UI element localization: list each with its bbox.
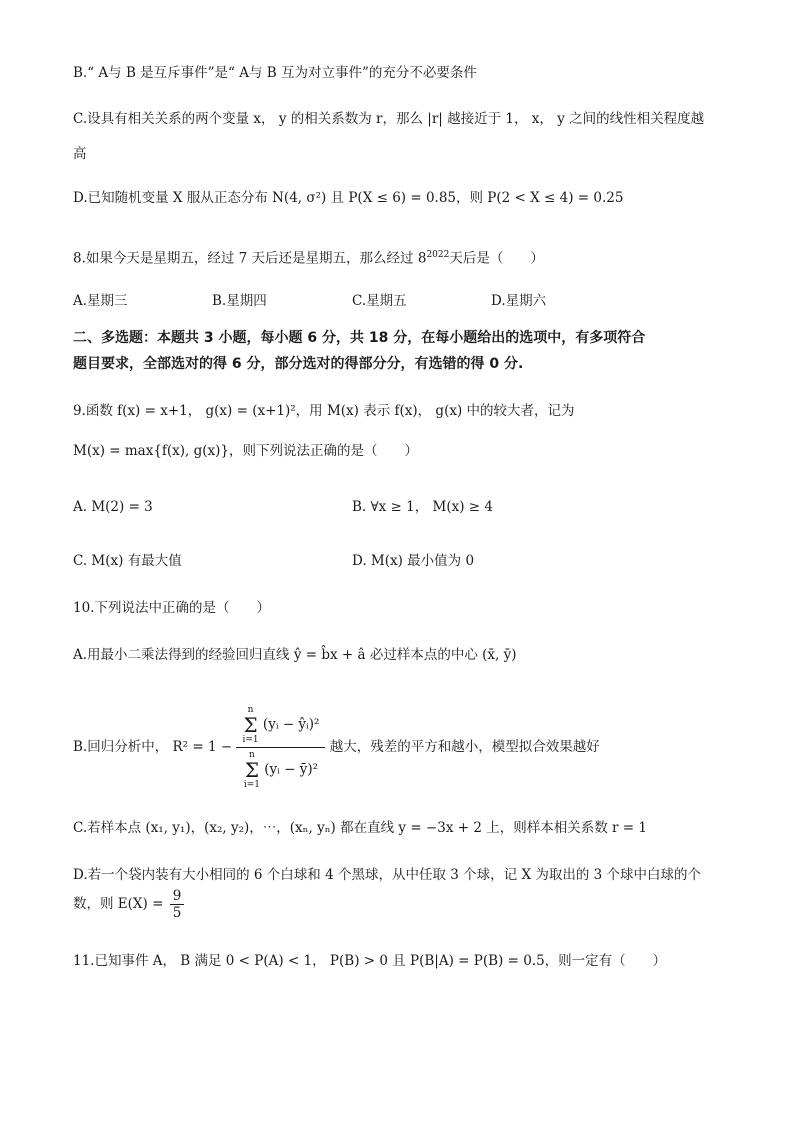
q10-option-c: C.若样本点 (x₁, y₁)，(x₂, y₂)，⋯，(xₙ, yₙ) 都在直线 y = −3x + 2 上，则样本相关系数 r = 1 <box>73 820 647 836</box>
q10-option-b <box>73 703 600 792</box>
denominator-term: (yᵢ − ȳ)² <box>264 761 319 778</box>
q9-stem-line1: 9.函数 f(x) = x+1， g(x) = (x+1)²，用 M(x) 表示 f(x)， g(x) 中的较大者，记为 <box>73 403 575 419</box>
numerator-term: (yᵢ − ŷᵢ)² <box>262 716 320 733</box>
q7-option-c-line1: C.设具有相关关系的两个变量 x， y 的相关系数为 r，那么 |r| 越接近于 1， x， y 之间的线性相关程度越 <box>73 111 705 127</box>
q8-stem-pre: 8.如果今天是星期五，经过 7 天后还是星期五，那么经过 8 <box>73 250 427 267</box>
sum-symbol <box>244 750 260 790</box>
q11-stem: 11.已知事件 A， B 满足 0 < P(A) < 1， P(B) > 0 且 P(B|A) = P(B) = 0.5，则一定有（ ） <box>73 953 667 969</box>
fraction-numerator: 9 <box>170 888 185 905</box>
fraction-denominator <box>236 748 325 792</box>
q9-option-a: A. M(2) = 3 <box>73 499 153 515</box>
q8-stem-post: 天后是（ ） <box>449 250 544 267</box>
q7-option-c-line2: 高 <box>73 146 87 162</box>
sum-upper-limit: n <box>247 705 254 715</box>
expectation-fraction <box>170 888 185 921</box>
q7-option-d: D.已知随机变量 X 服从正态分布 N(4, σ²) 且 P(X ≤ 6) = 0.85，则 P(2 < X ≤ 4) = 0.25 <box>73 190 624 206</box>
q8-option-d: D.星期六 <box>491 293 547 309</box>
section2-heading-line2: 题目要求，全部选对的得 6 分，部分选对的得部分分，有选错的得 0 分. <box>73 356 524 372</box>
q9-option-b: B. ∀x ≥ 1， M(x) ≥ 4 <box>352 499 493 515</box>
section2-heading-line1: 二、多选题：本题共 3 小题，每小题 6 分，共 18 分，在每小题给出的选项中，有多项符合 <box>73 330 646 346</box>
q8-option-a: A.星期三 <box>73 293 128 309</box>
q10-stem: 10.下列说法中正确的是（ ） <box>73 600 270 616</box>
sum-symbol <box>242 705 258 745</box>
q10-option-b-post: 越大，残差的平方和越小，模型拟合效果越好 <box>329 739 600 755</box>
q8-option-b: B.星期四 <box>212 293 267 309</box>
sigma-glyph: Σ <box>244 758 259 782</box>
sigma-glyph: Σ <box>243 713 258 737</box>
q7-option-b: B.“ A与 B 是互斥事件”是“ A与 B 互为对立事件”的充分不必要条件 <box>73 65 477 81</box>
q10-option-d-line2 <box>73 888 186 921</box>
sum-lower-limit: i=1 <box>243 780 260 790</box>
fraction-numerator <box>236 703 325 748</box>
q8-stem <box>73 246 544 268</box>
sum-lower-limit: i=1 <box>242 735 259 745</box>
q9-option-d: D. M(x) 最小值为 0 <box>352 553 475 569</box>
q9-stem-line2: M(x) = max{f(x), g(x)}，则下列说法正确的是（ ） <box>73 443 419 459</box>
fraction-denominator: 5 <box>172 905 182 921</box>
r-squared-fraction <box>236 703 325 792</box>
q10-option-a: A.用最小二乘法得到的经验回归直线 ŷ = b̂x + â 必过样本点的中心 (x̄, ȳ) <box>73 647 517 663</box>
q8-stem-exponent: 2022 <box>426 250 450 260</box>
q10-option-d-line2-pre: 数，则 E(X) = <box>73 896 164 912</box>
q10-option-b-pre: B.回归分析中， R² = 1 − <box>73 739 233 755</box>
q10-option-d-line1: D.若一个袋内装有大小相同的 6 个白球和 4 个黑球，从中任取 3 个球，记 X 为取出的 3 个球中白球的个 <box>73 867 702 883</box>
q9-option-c: C. M(x) 有最大值 <box>73 553 182 569</box>
q8-option-c: C.星期五 <box>352 293 407 309</box>
sum-upper-limit: n <box>249 750 255 760</box>
